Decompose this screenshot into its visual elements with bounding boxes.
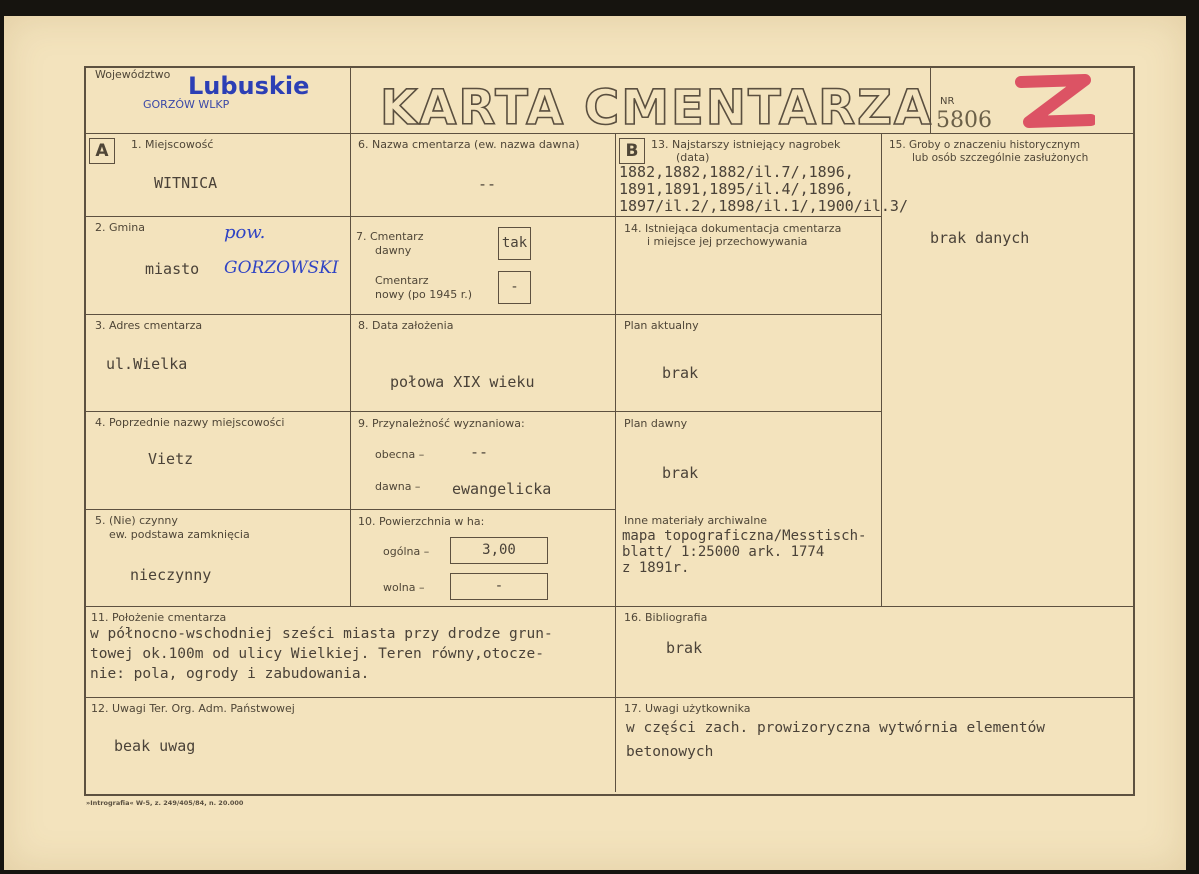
field-7-nowy-box — [498, 271, 531, 304]
field-17-label: 17. Uwagi użytkownika — [624, 702, 751, 715]
rule-row6 — [84, 606, 1133, 607]
form-frame — [84, 66, 1135, 796]
rule-row7 — [84, 697, 1133, 698]
field-16-label: 16. Bibliografia — [624, 611, 708, 624]
field-7-nowy-value: - — [510, 279, 519, 295]
field-7-label: 7. Cmentarz — [356, 230, 424, 243]
field-3-label: 3. Adres cmentarza — [95, 319, 203, 332]
field-12-value: beak uwag — [114, 737, 196, 755]
field-10-wolna-label: wolna – — [383, 581, 425, 594]
field-10-ogolna-box — [450, 537, 548, 564]
field-10-ogolna-value: 3,00 — [482, 542, 516, 558]
field-6-label: 6. Nazwa cmentarza (ew. nazwa dawna) — [358, 138, 580, 151]
field-10-label: 10. Powierzchnia w ha: — [358, 515, 485, 528]
field-8-label: 8. Data założenia — [358, 319, 454, 332]
field-5-value: nieczynny — [130, 566, 212, 584]
field-7-dawny-label: dawny — [375, 244, 412, 257]
field-1-label: 1. Miejscowość — [131, 138, 214, 151]
rule-col2 — [615, 133, 616, 792]
plan-dawny-value: brak — [662, 464, 699, 482]
field-8-value: połowa XIX wieku — [390, 373, 535, 391]
field-9-label: 9. Przynależność wyznaniowa: — [358, 417, 525, 430]
field-5-label-1: 5. (Nie) czynny — [95, 514, 178, 527]
inne-materialy-label: Inne materiały archiwalne — [624, 514, 768, 527]
plan-aktualny-label: Plan aktualny — [624, 319, 699, 332]
field-9-dawna-label: dawna – — [375, 480, 421, 493]
field-5-label-2: ew. podstawa zamknięcia — [109, 528, 250, 541]
section-b-marker: B — [619, 138, 645, 164]
page-title: KARTA CMENTARZA — [380, 80, 934, 136]
field-2-handwritten-pow: pow. — [224, 222, 266, 243]
field-14-label-1: 14. Istniejąca dokumentacja cmentarza — [624, 222, 842, 235]
field-9-obecna-label: obecna – — [375, 448, 425, 461]
field-9-dawna-value: ewangelicka — [452, 480, 552, 498]
field-14-label-2: i miejsce jej przechowywania — [647, 235, 808, 248]
field-6-value: -- — [478, 175, 497, 193]
nr-label: NR — [940, 96, 955, 107]
field-13-line: 1882,1882,1882/il.7/,1896, — [619, 163, 854, 181]
rule-row3 — [84, 314, 882, 315]
field-12-label: 12. Uwagi Ter. Org. Adm. Państwowej — [91, 702, 295, 715]
field-15-label-1: 15. Groby o znaczeniu historycznym — [889, 139, 1081, 151]
field-15-label-2: lub osób szczególnie zasłużonych — [912, 152, 1089, 164]
wojewodztwo-label: Województwo — [95, 68, 171, 81]
field-7-nowy-label: nowy (po 1945 r.) — [375, 288, 472, 301]
rule-row4 — [84, 411, 882, 412]
inne-materialy-line: mapa topograficzna/Messtisch- — [622, 528, 867, 544]
field-3-value: ul.Wielka — [106, 355, 188, 373]
field-11-line: w północno-wschodniej sześci miasta przy drodze grun- — [90, 626, 553, 642]
field-17-line: betonowych — [626, 744, 714, 760]
field-11-line: nie: pola, ogrody i zabudowania. — [90, 666, 370, 682]
nr-value: 5806 — [936, 108, 992, 133]
field-16-value: brak — [666, 639, 703, 657]
field-2-handwritten: GORZOWSKI — [224, 258, 339, 278]
field-4-value: Vietz — [148, 450, 194, 468]
field-13-line: 1891,1891,1895/il.4/,1896, — [619, 180, 854, 198]
field-2-value: miasto — [145, 260, 200, 278]
plan-dawny-label: Plan dawny — [624, 417, 688, 430]
rule-row2-b — [615, 216, 882, 217]
red-z-mark-icon — [1015, 74, 1095, 132]
field-17-line: w części zach. prowizoryczna wytwórnia elementów — [626, 720, 1046, 736]
field-13-line: 1897/il.2/,1898/il.1/,1900/il.3/ — [619, 197, 908, 215]
field-7-cmentarz-label: Cmentarz — [375, 274, 429, 287]
field-10-wolna-box — [450, 573, 548, 600]
field-11-label: 11. Położenie cmentarza — [91, 611, 227, 624]
field-9-obecna-value: -- — [470, 443, 489, 461]
field-7-dawny-box — [498, 227, 531, 260]
field-4-label: 4. Poprzednie nazwy miejscowości — [95, 416, 285, 429]
field-11-line: towej ok.100m od ulicy Wielkiej. Teren równy,otocze- — [90, 646, 544, 662]
field-10-ogolna-label: ogólna – — [383, 545, 430, 558]
field-13-label-1: 13. Najstarszy istniejący nagrobek — [651, 138, 841, 151]
print-footer: »Intrografia« W-5, z. 249/405/84, n. 20.000 — [86, 799, 244, 807]
field-15-value: brak danych — [930, 229, 1030, 247]
field-1-value: WITNICA — [154, 174, 218, 192]
plan-aktualny-value: brak — [662, 364, 699, 382]
inne-materialy-line: blatt/ 1:25000 ark. 1774 — [622, 544, 825, 560]
field-10-wolna-value: - — [494, 578, 504, 594]
field-2-label: 2. Gmina — [95, 221, 145, 234]
field-13-label-2: (data) — [676, 151, 710, 164]
wojewodztwo-sub: GORZÓW WLKP — [143, 98, 230, 111]
rule-col1 — [350, 66, 351, 606]
inne-materialy-line: z 1891r. — [622, 560, 690, 576]
wojewodztwo-stamp: Lubuskie — [188, 72, 310, 100]
section-a-marker: A — [89, 138, 115, 164]
field-7-dawny-value: tak — [501, 235, 528, 251]
